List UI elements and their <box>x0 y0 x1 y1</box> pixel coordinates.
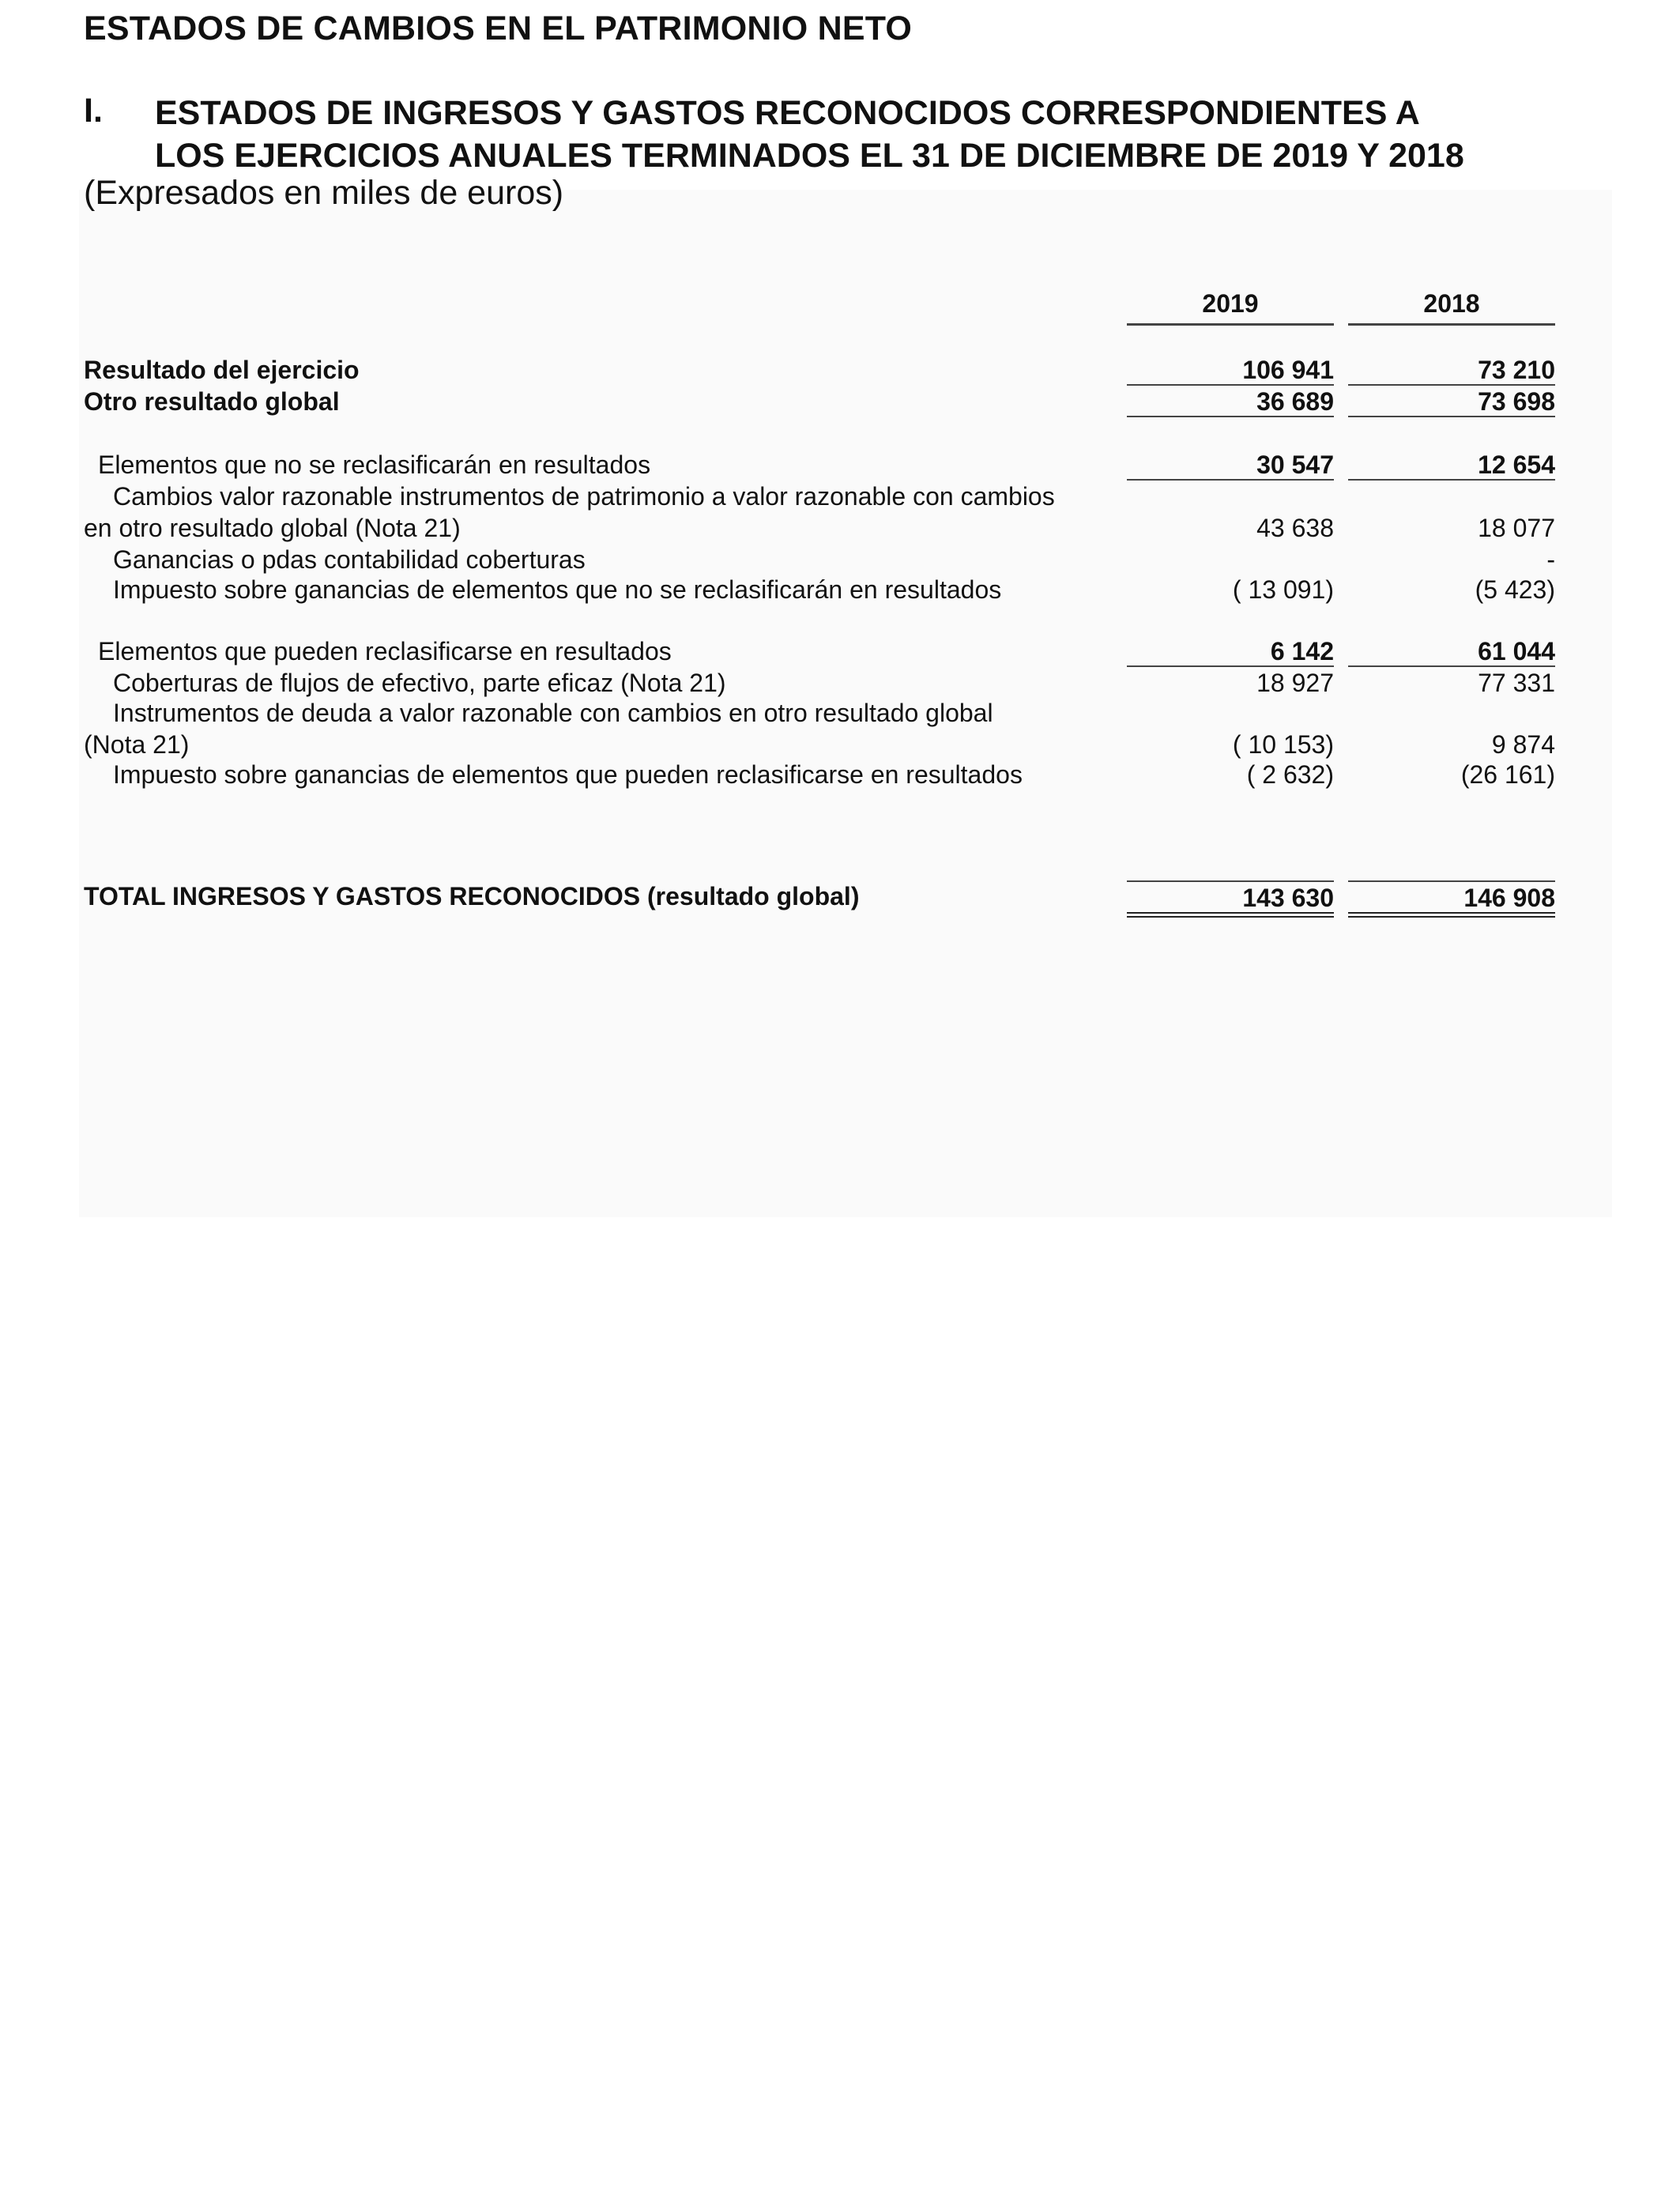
column-header-2018: 2018 <box>1348 289 1555 326</box>
total-value-2019: 143 630 <box>1127 880 1334 918</box>
value-2019 <box>1127 544 1334 574</box>
total-value-2018: 146 908 <box>1348 880 1555 918</box>
value-2018: 61 044 <box>1348 635 1555 667</box>
row-label: Elementos que pueden reclasificarse en resultados <box>98 637 672 665</box>
section-title-line-2: LOS EJERCICIOS ANUALES TERMINADOS EL 31 DE DICIEMBRE DE 2019 Y 2018 <box>155 137 1464 175</box>
value-2019: 18 927 <box>1256 669 1334 697</box>
total-label: TOTAL INGRESOS Y GASTOS RECONOCIDOS (resultado global) <box>84 882 860 910</box>
row-label-line-2: en otro resultado global (Nota 21) <box>84 514 461 542</box>
value-2019: 6 142 <box>1127 635 1334 667</box>
table-row <box>84 759 1569 790</box>
table-row <box>84 544 1569 575</box>
value-2018: (26 161) <box>1460 760 1555 789</box>
row-label: Elementos que no se reclasificarán en resultados <box>98 450 651 479</box>
row-label: Resultado del ejercicio <box>84 356 360 384</box>
column-header-2019: 2019 <box>1127 289 1334 326</box>
row-label: Coberturas de flujos de efectivo, parte eficaz (Nota 21) <box>113 669 726 697</box>
value-2019: 36 689 <box>1127 386 1334 417</box>
table-row <box>84 667 1569 699</box>
value-2019: ( 2 632) <box>1246 760 1334 789</box>
value-2019: 106 941 <box>1127 354 1334 386</box>
value-2018: - <box>1546 545 1555 574</box>
table-row <box>84 449 1569 481</box>
value-2018: 18 077 <box>1478 514 1555 542</box>
table-row <box>84 697 1569 760</box>
table-row <box>84 574 1569 605</box>
value-2018: 73 210 <box>1348 354 1555 386</box>
value-2019: 30 547 <box>1127 449 1334 481</box>
value-2018: 12 654 <box>1348 449 1555 481</box>
row-label: Impuesto sobre ganancias de elementos que pueden reclasificarse en resultados <box>113 760 1023 789</box>
document-title: ESTADOS DE CAMBIOS EN EL PATRIMONIO NETO <box>84 9 913 47</box>
value-2018: 73 698 <box>1348 386 1555 417</box>
value-2019: 43 638 <box>1256 514 1334 542</box>
table-row <box>84 354 1569 386</box>
row-label-line-2: (Nota 21) <box>84 730 190 759</box>
table-row <box>84 386 1569 417</box>
row-label-line-1: Cambios valor razonable instrumentos de patrimonio a valor razonable con cambios <box>113 482 1055 511</box>
row-label: Impuesto sobre ganancias de elementos que no se reclasificarán en resultados <box>113 575 1002 604</box>
units-subtitle: (Expresados en miles de euros) <box>84 174 564 212</box>
total-row <box>84 880 1569 912</box>
value-2018: (5 423) <box>1475 575 1555 604</box>
section-number: I. <box>84 92 103 130</box>
value-2019: ( 13 091) <box>1232 575 1334 604</box>
section-title <box>155 92 1464 177</box>
row-label: Ganancias o pdas contabilidad coberturas <box>113 545 586 574</box>
table-row <box>84 481 1569 544</box>
row-label: Otro resultado global <box>84 387 340 416</box>
value-2018: 77 331 <box>1478 669 1555 697</box>
row-label-line-1: Instrumentos de deuda a valor razonable con cambios en otro resultado global <box>113 699 993 727</box>
value-2019: ( 10 153) <box>1232 730 1334 759</box>
section-title-line-1: ESTADOS DE INGRESOS Y GASTOS RECONOCIDOS CORRESPONDIENTES A <box>155 94 1420 132</box>
value-2018: 9 874 <box>1491 730 1555 759</box>
table-row <box>84 635 1569 667</box>
